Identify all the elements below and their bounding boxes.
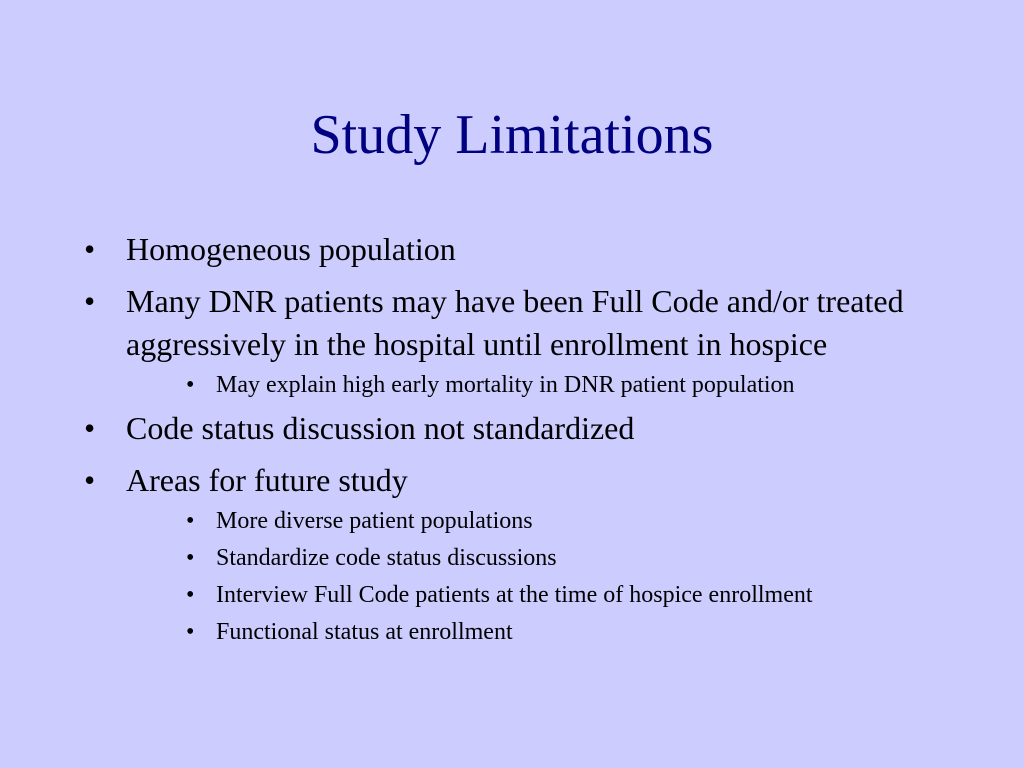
bullet-text: Areas for future study: [126, 462, 408, 498]
bullet-icon: •: [84, 283, 96, 319]
sub-bullet-item: [84, 506, 944, 536]
bullet-icon: •: [186, 619, 195, 645]
bullet-text: Many DNR patients may have been Full Code and/or treated aggressively in the hospital until enrollment in hospice: [126, 283, 904, 362]
bullet-icon: •: [84, 462, 96, 498]
bullet-text: Homogeneous population: [126, 231, 456, 267]
bullet-list: [84, 228, 944, 654]
sub-bullet-text: More diverse patient populations: [216, 508, 533, 534]
bullet-icon: •: [84, 410, 96, 446]
sub-bullet-text: Functional status at enrollment: [216, 619, 513, 645]
sub-bullet-item: [84, 580, 944, 610]
bullet-icon: •: [84, 231, 96, 267]
sub-bullet-text: Interview Full Code patients at the time of hospice enrollment: [216, 582, 813, 608]
sub-bullet-item: [84, 370, 944, 400]
bullet-icon: •: [186, 508, 195, 534]
bullet-item: [84, 407, 944, 450]
bullet-icon: •: [186, 582, 195, 608]
sub-bullet-text: May explain high early mortality in DNR patient population: [216, 372, 795, 398]
sub-bullet-text: Standardize code status discussions: [216, 545, 557, 571]
bullet-item: [84, 459, 944, 502]
bullet-item: [84, 280, 944, 366]
sub-bullet-item: [84, 543, 944, 573]
slide-title: Study Limitations: [310, 104, 714, 166]
bullet-icon: •: [186, 545, 195, 571]
bullet-text: Code status discussion not standardized: [126, 410, 635, 446]
bullet-icon: •: [186, 372, 195, 398]
bullet-item: [84, 228, 944, 271]
sub-bullet-item: [84, 617, 944, 647]
